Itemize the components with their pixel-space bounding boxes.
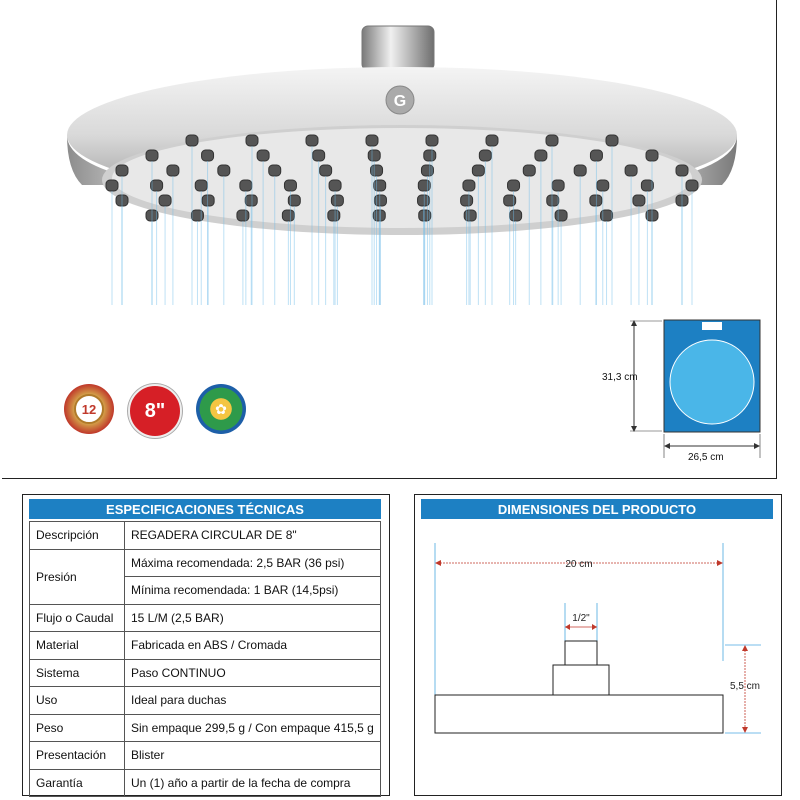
table-row bbox=[30, 522, 381, 550]
dimensions-panel bbox=[414, 494, 782, 796]
connector-size-label: 1/2" bbox=[572, 613, 590, 624]
product-width-label: 20 cm bbox=[565, 559, 593, 570]
spec-key: Garantía bbox=[30, 769, 125, 797]
table-row bbox=[30, 769, 381, 797]
shower-head-image bbox=[62, 20, 742, 310]
spec-value: Máxima recomendada: 2,5 BAR (36 psi) bbox=[125, 549, 381, 577]
spec-key: Uso bbox=[30, 687, 125, 715]
table-row bbox=[30, 687, 381, 715]
warranty-months: 12 bbox=[81, 401, 97, 417]
spec-value: 15 L/M (2,5 BAR) bbox=[125, 604, 381, 632]
spec-key: Flujo o Caudal bbox=[30, 604, 125, 632]
package-height-label: 31,3 cm bbox=[602, 372, 638, 383]
spec-value: Paso CONTINUO bbox=[125, 659, 381, 687]
table-row bbox=[30, 742, 381, 770]
table-row bbox=[30, 632, 381, 660]
package-diagram bbox=[612, 310, 782, 470]
spec-value: Fabricada en ABS / Cromada bbox=[125, 632, 381, 660]
spec-key: Descripción bbox=[30, 522, 125, 550]
product-image-panel bbox=[2, 0, 777, 479]
spec-value: REGADERA CIRCULAR DE 8" bbox=[125, 522, 381, 550]
table-row bbox=[30, 549, 381, 577]
spec-key: Presentación bbox=[30, 742, 125, 770]
spec-value: Blister bbox=[125, 742, 381, 770]
specifications-table bbox=[29, 521, 381, 797]
spec-key: Presión bbox=[30, 549, 125, 604]
eco-badge bbox=[196, 384, 246, 434]
package-width-label: 26,5 cm bbox=[688, 452, 724, 463]
dimensions-diagram bbox=[415, 521, 781, 791]
table-row bbox=[30, 604, 381, 632]
product-height-label: 5,5 cm bbox=[729, 681, 761, 692]
size-badge bbox=[128, 384, 182, 438]
spec-value: Un (1) año a partir de la fecha de compra bbox=[125, 769, 381, 797]
specifications-panel bbox=[22, 494, 390, 796]
spec-key: Peso bbox=[30, 714, 125, 742]
spec-key: Material bbox=[30, 632, 125, 660]
brand-logo: G bbox=[393, 93, 407, 110]
table-row bbox=[30, 714, 381, 742]
size-label: 8" bbox=[144, 399, 166, 422]
leaf-icon: ✿ bbox=[215, 400, 227, 417]
spec-value: Ideal para duchas bbox=[125, 687, 381, 715]
spec-value: Mínima recomendada: 1 BAR (14,5psi) bbox=[125, 577, 381, 605]
table-row bbox=[30, 659, 381, 687]
dimensions-title: DIMENSIONES DEL PRODUCTO bbox=[421, 499, 773, 519]
spec-key: Sistema bbox=[30, 659, 125, 687]
warranty-badge bbox=[64, 384, 114, 434]
specifications-title: ESPECIFICACIONES TÉCNICAS bbox=[29, 499, 381, 519]
spec-value: Sin empaque 299,5 g / Con empaque 415,5 g bbox=[125, 714, 381, 742]
